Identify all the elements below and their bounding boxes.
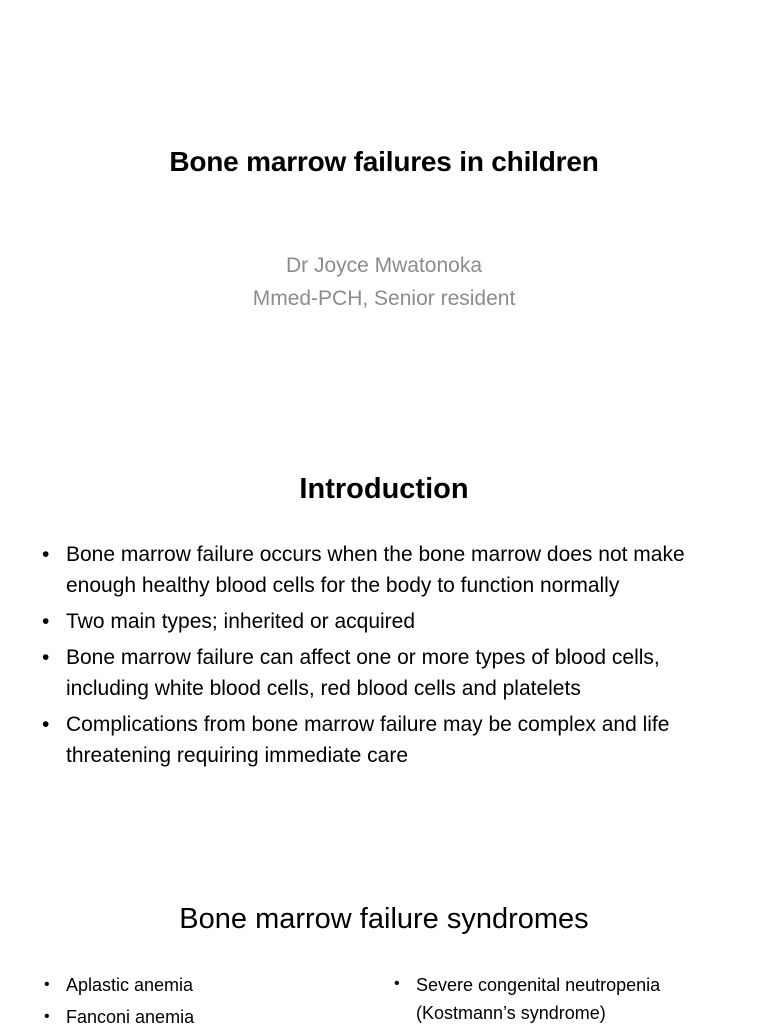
list-item (42, 606, 732, 637)
syndrome-list-right (394, 971, 734, 1030)
title-slide (0, 0, 768, 440)
slide-title: Bone marrow failures in children (169, 146, 599, 177)
list-item (394, 971, 734, 1027)
author-position: Mmed-PCH, Senior resident (252, 287, 516, 310)
list-item (42, 539, 732, 601)
syndrome-name: Severe congenital neutropenia (Kostmann’s syndrome) (416, 975, 661, 1023)
list-item (44, 1003, 364, 1032)
syndrome-name: Aplastic anemia (66, 975, 194, 995)
bullet-icon: • (44, 976, 50, 993)
introduction-slide (0, 440, 768, 870)
list-item (42, 709, 732, 771)
author-name: Dr Joyce Mwatonoka (285, 254, 483, 277)
bullet-icon: • (44, 1008, 50, 1025)
syndromes-slide (0, 870, 768, 1027)
bullet-text: Complications from bone marrow failure may be complex and life threatening requiring immediate care (66, 713, 670, 767)
list-item (42, 642, 732, 704)
bullet-icon: • (42, 713, 50, 736)
syndrome-name: Fanconi anemia (66, 1007, 195, 1027)
bullet-icon: • (42, 610, 50, 633)
slide-heading: Introduction (299, 473, 469, 505)
list-item (44, 971, 364, 1000)
bullet-list (42, 539, 732, 776)
slide-heading: Bone marrow failure syndromes (179, 903, 589, 935)
bullet-icon: • (42, 646, 50, 669)
bullet-text: Bone marrow failure occurs when the bone marrow does not make enough healthy blood cells for the body to function normally (66, 543, 685, 597)
bullet-icon: • (394, 975, 400, 992)
syndrome-list-left (44, 971, 364, 1035)
bullet-text: Two main types; inherited or acquired (66, 610, 416, 633)
bullet-icon: • (42, 543, 50, 566)
bullet-text: Bone marrow failure can affect one or more types of blood cells, including white blood cells, red blood cells and platelets (66, 646, 660, 700)
